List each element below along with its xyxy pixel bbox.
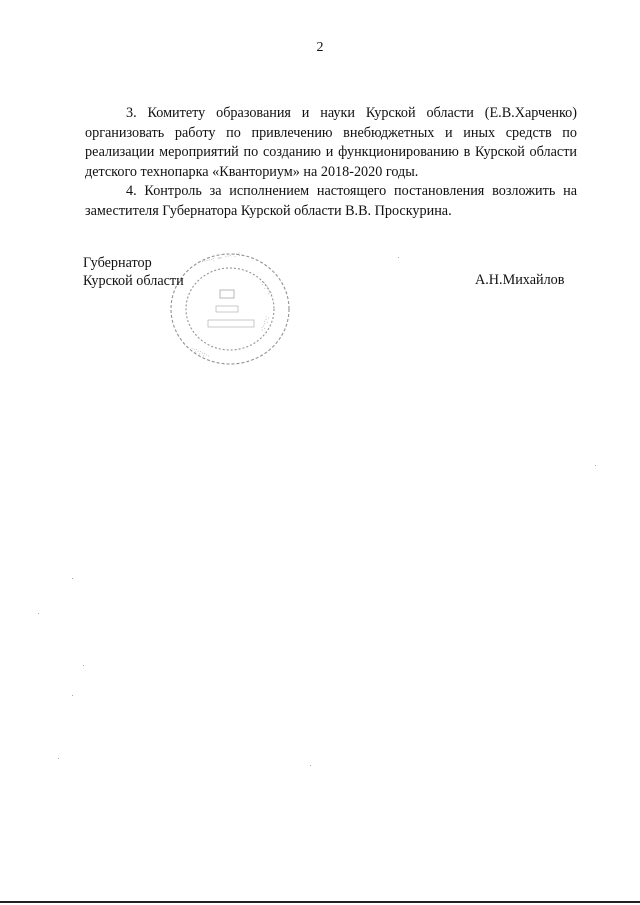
svg-text:··:·:·:··: ··:·:·:·· xyxy=(189,344,212,361)
scan-speck xyxy=(58,758,59,759)
document-body xyxy=(85,104,577,222)
paragraph-4: 4. Контроль за исполнением настоящего постановления возложить на заместителя Губернатора Курской области В.В. Проскурина. xyxy=(85,183,577,219)
page-bottom-edge xyxy=(0,901,640,903)
signature-position-line-2: Курской области xyxy=(83,272,184,289)
scan-speck xyxy=(72,578,73,579)
paragraph-3: 3. Комитету образования и науки Курской области (Е.В.Харченко) организовать работу по привлечению внебюджетных и иных средств по реализации мероприятий по созданию и функционированию в Курской области детского технопарка «Кванториум» на 2018-2020 годы. xyxy=(85,105,577,180)
official-seal-stamp xyxy=(168,250,292,368)
signature-position-line-1: Губернатор xyxy=(83,255,152,271)
scan-speck xyxy=(83,665,84,666)
page-number: 2 xyxy=(316,40,324,55)
svg-text:·:·:··:·: ·:·:··:· xyxy=(258,278,276,299)
scan-speck xyxy=(38,613,39,614)
signatory-name: А.Н.Михайлов xyxy=(475,272,565,288)
scan-speck xyxy=(310,765,311,766)
signature-position xyxy=(83,255,184,290)
scan-speck xyxy=(72,695,73,696)
svg-text:·····: ~ ··· :·:: ·····: ~ ··· :·: xyxy=(200,250,242,266)
scan-speck xyxy=(595,465,596,466)
svg-text:·:··:·:: ·:··:·: xyxy=(258,314,272,333)
scan-speck xyxy=(398,257,399,258)
